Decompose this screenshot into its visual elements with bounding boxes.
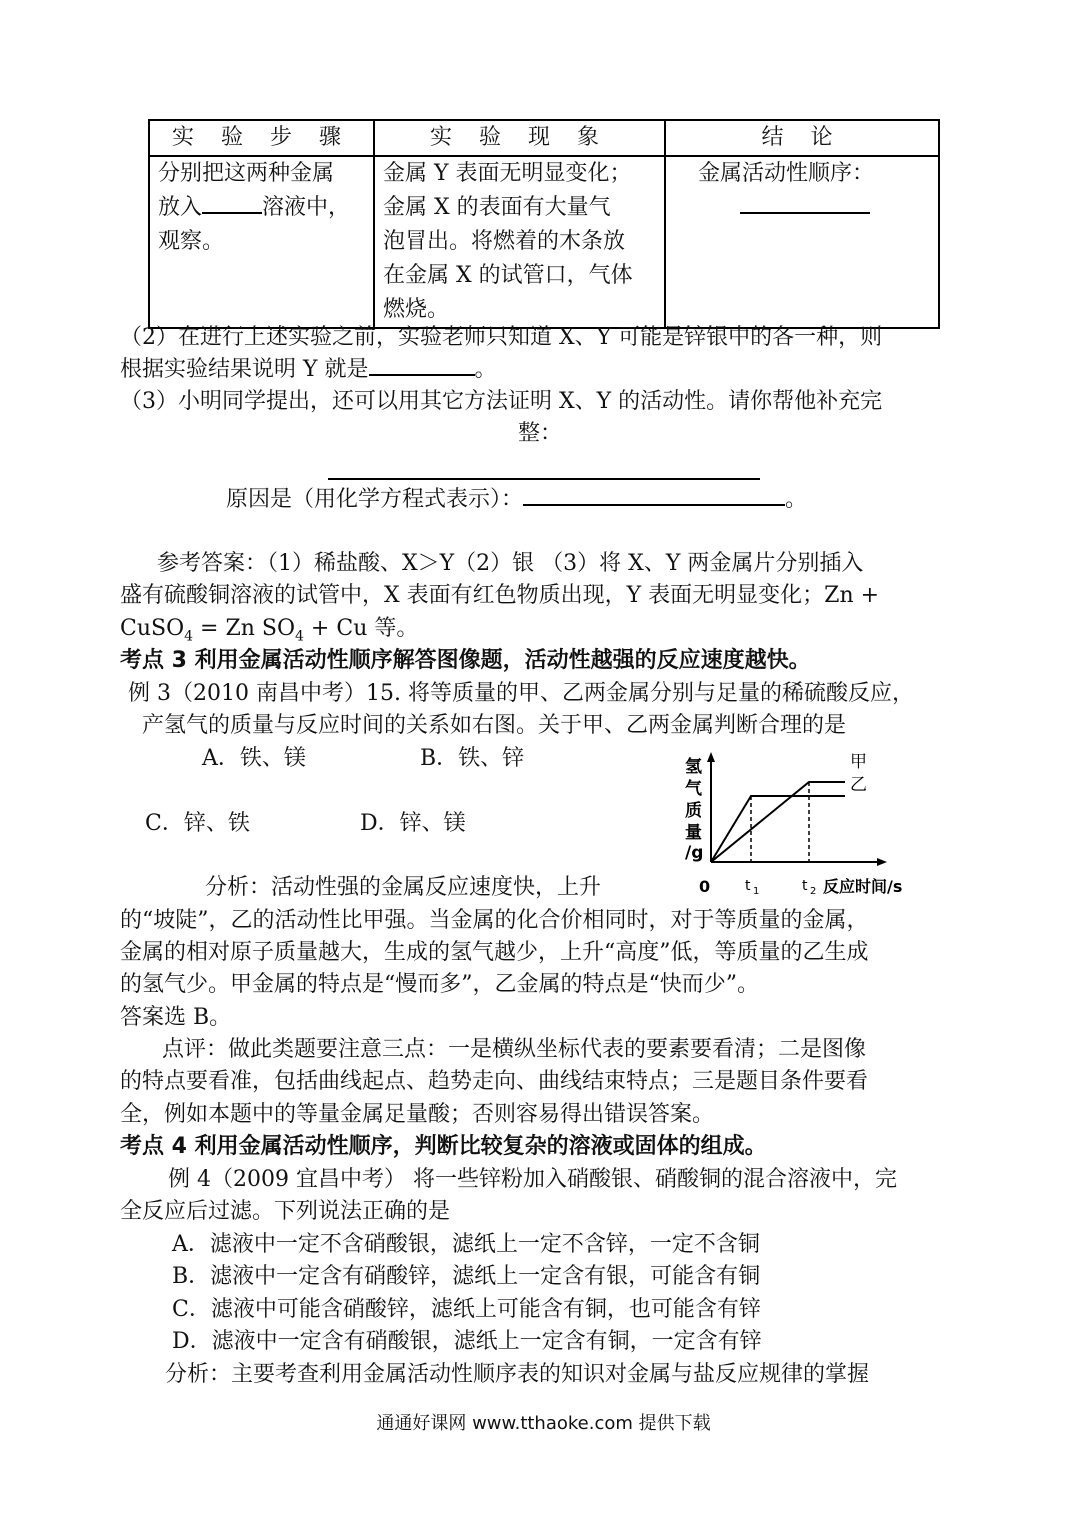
header-phenomena: 实 验 现 象 bbox=[374, 120, 665, 156]
q3-reason-blank[interactable] bbox=[523, 484, 785, 506]
table-row bbox=[149, 156, 939, 328]
k4-option-c: C．滤液中可能含硝酸锌，滤纸上可能含有铜，也可能含有锌 bbox=[172, 1297, 761, 1322]
origin-label: 0 bbox=[699, 877, 711, 896]
k3-option-d: D．锌、镁 bbox=[360, 811, 466, 836]
hydrogen-chart bbox=[675, 750, 945, 900]
k3-option-c: C．锌、铁 bbox=[145, 811, 250, 836]
y-label-char-3: 质 bbox=[685, 801, 702, 821]
solution-blank[interactable] bbox=[202, 192, 262, 214]
series-yi-label: 乙 bbox=[850, 775, 867, 795]
k3-review-line-3: 全，例如本题中的等量金属足量酸；否则容易得出错误答案。 bbox=[120, 1102, 715, 1127]
step-line-3: 观察。 bbox=[158, 229, 225, 254]
step-line-2-post: 溶液中， bbox=[262, 195, 351, 220]
phenomenon-line-4: 在金属 X 的试管口，气体 bbox=[383, 263, 633, 288]
q2-line-2-pre: 根据实验结果说明 Y 就是 bbox=[120, 357, 369, 382]
series-jia-label: 甲 bbox=[850, 752, 867, 772]
q3-reason-line bbox=[226, 484, 807, 516]
conclusion-blank[interactable] bbox=[740, 192, 870, 214]
phenomenon-line-2: 金属 X 的表面有大量气 bbox=[383, 195, 611, 220]
y-label-char-5: /g bbox=[685, 843, 704, 863]
cell-phenomena bbox=[374, 156, 665, 328]
k4-example-line-2: 全反应后过滤。下列说法正确的是 bbox=[120, 1199, 451, 1224]
t1-sub: 1 bbox=[753, 886, 760, 897]
k3-review-line-2: 的特点要看准，包括曲线起点、趋势走向、曲线结束特点；三是题目条件要看 bbox=[120, 1069, 869, 1094]
k4-heading: 考点 4 利用金属活动性顺序，判断比较复杂的溶液或固体的组成。 bbox=[120, 1134, 767, 1159]
k3-analysis-line-4: 的氢气少。甲金属的特点是“慢而多”，乙金属的特点是“快而少”。 bbox=[120, 972, 759, 997]
t2-label: t bbox=[802, 878, 808, 894]
page-footer: 通通好课网 www.tthaoke.com 提供下载 bbox=[376, 1413, 711, 1434]
t2-sub: 2 bbox=[810, 886, 817, 897]
y-axis-arrow bbox=[707, 752, 715, 762]
k3-review-line-1: 点评：做此类题要注意三点：一是横纵坐标代表的要素要看清；二是图像 bbox=[162, 1037, 867, 1062]
q2-line-2 bbox=[120, 354, 497, 386]
step-line-1: 分别把这两种金属 bbox=[158, 161, 335, 186]
k4-example-line-1: 例 4（2009 宜昌中考） 将一些锌粉加入硝酸银、硝酸铜的混合溶液中，完 bbox=[168, 1167, 897, 1192]
header-conclusion: 结 论 bbox=[665, 120, 939, 156]
x-axis-arrow bbox=[877, 858, 887, 866]
series-yi-line bbox=[711, 796, 845, 862]
header-steps: 实 验 步 骤 bbox=[149, 120, 374, 156]
q3-reason-post: 。 bbox=[785, 487, 808, 512]
t1-label: t bbox=[745, 878, 751, 894]
k3-example-line-1: 例 3（2010 南昌中考）15. 将等质量的甲、乙两金属分别与足量的稀硫酸反应， bbox=[128, 681, 914, 706]
y-label-char-1: 氢 bbox=[685, 757, 702, 777]
answer-line-1: 参考答案：（1）稀盐酸、X＞Y（2）银 （3）将 X、Y 两金属片分别插入 bbox=[157, 551, 864, 576]
answer-formula-1: CuSO bbox=[120, 616, 185, 641]
k3-heading: 考点 3 利用金属活动性顺序解答图像题，活动性越强的反应速度越快。 bbox=[120, 648, 811, 673]
q2-line-1: （2）在进行上述实验之前，实验老师只知道 X、Y 可能是锌银中的各一种，则 bbox=[120, 325, 883, 350]
phenomenon-line-1: 金属 Y 表面无明显变化； bbox=[383, 161, 632, 186]
x-axis-label: 反应时间/s bbox=[823, 877, 903, 896]
k4-option-d: D．滤液中一定含有硝酸银，滤纸上一定含有铜，一定含有锌 bbox=[172, 1329, 762, 1354]
cell-steps bbox=[149, 156, 374, 328]
k4-analysis: 分析：主要考查利用金属活动性顺序表的知识对金属与盐反应规律的掌握 bbox=[165, 1362, 870, 1387]
answer-sub-2: 4 bbox=[295, 628, 304, 645]
table-header-row bbox=[149, 120, 939, 156]
k3-analysis-line-1: 分析：活动性强的金属反应速度快，上升 bbox=[205, 875, 602, 900]
y-label-char-4: 量 bbox=[685, 823, 702, 843]
k3-example-line-2: 产氢气的质量与反应时间的关系如右图。关于甲、乙两金属判断合理的是 bbox=[142, 713, 847, 738]
step-line-2-pre: 放入 bbox=[158, 195, 203, 220]
experiment-table bbox=[148, 119, 940, 329]
k3-option-a: A．铁、镁 bbox=[202, 746, 306, 771]
answer-formula-2: = Zn SO bbox=[193, 616, 296, 641]
k3-option-b: B．铁、锌 bbox=[420, 746, 525, 771]
answer-formula-3: + Cu 等。 bbox=[303, 616, 419, 641]
answer-sub-1: 4 bbox=[184, 628, 194, 645]
k3-analysis-line-2: 的“坡陡”，乙的活动性比甲强。当金属的化合价相同时，对于等质量的金属， bbox=[120, 908, 869, 933]
k3-answer: 答案选 B。 bbox=[120, 1005, 232, 1030]
k4-option-a: A．滤液中一定不含硝酸银，滤纸上一定不含锌，一定不含铜 bbox=[172, 1232, 760, 1257]
q3-reason-pre: 原因是（用化学方程式表示）： bbox=[226, 487, 524, 512]
phenomenon-line-3: 泡冒出。将燃着的木条放 bbox=[383, 229, 626, 254]
series-jia-line bbox=[711, 782, 845, 862]
q2-blank[interactable] bbox=[369, 354, 475, 376]
step-line-2 bbox=[158, 191, 365, 225]
cell-conclusion bbox=[665, 156, 939, 328]
k4-option-b: B．滤液中一定含有硝酸锌，滤纸上一定含有银，可能含有铜 bbox=[172, 1264, 761, 1289]
q2-line-2-post: 。 bbox=[474, 357, 497, 382]
q3-line-2: 整： bbox=[518, 421, 563, 446]
k3-analysis-line-3: 金属的相对原子质量越大，生成的氢气越少，上升“高度”低，等质量的乙生成 bbox=[120, 940, 869, 965]
y-label-char-2: 气 bbox=[685, 779, 702, 799]
conclusion-blank-line bbox=[698, 191, 930, 225]
q3-line-1: （3）小明同学提出，还可以用其它方法证明 X、Y 的活动性。请你帮他补充完 bbox=[120, 389, 883, 414]
q3-method-blank[interactable] bbox=[328, 478, 760, 480]
conclusion-label: 金属活动性顺序： bbox=[698, 161, 875, 186]
phenomenon-line-5: 燃烧。 bbox=[383, 297, 450, 322]
answer-line-2: 盛有硫酸铜溶液的试管中，X 表面有红色物质出现，Y 表面无明显变化；Zn + bbox=[120, 583, 880, 608]
y-axis-label bbox=[685, 756, 703, 863]
